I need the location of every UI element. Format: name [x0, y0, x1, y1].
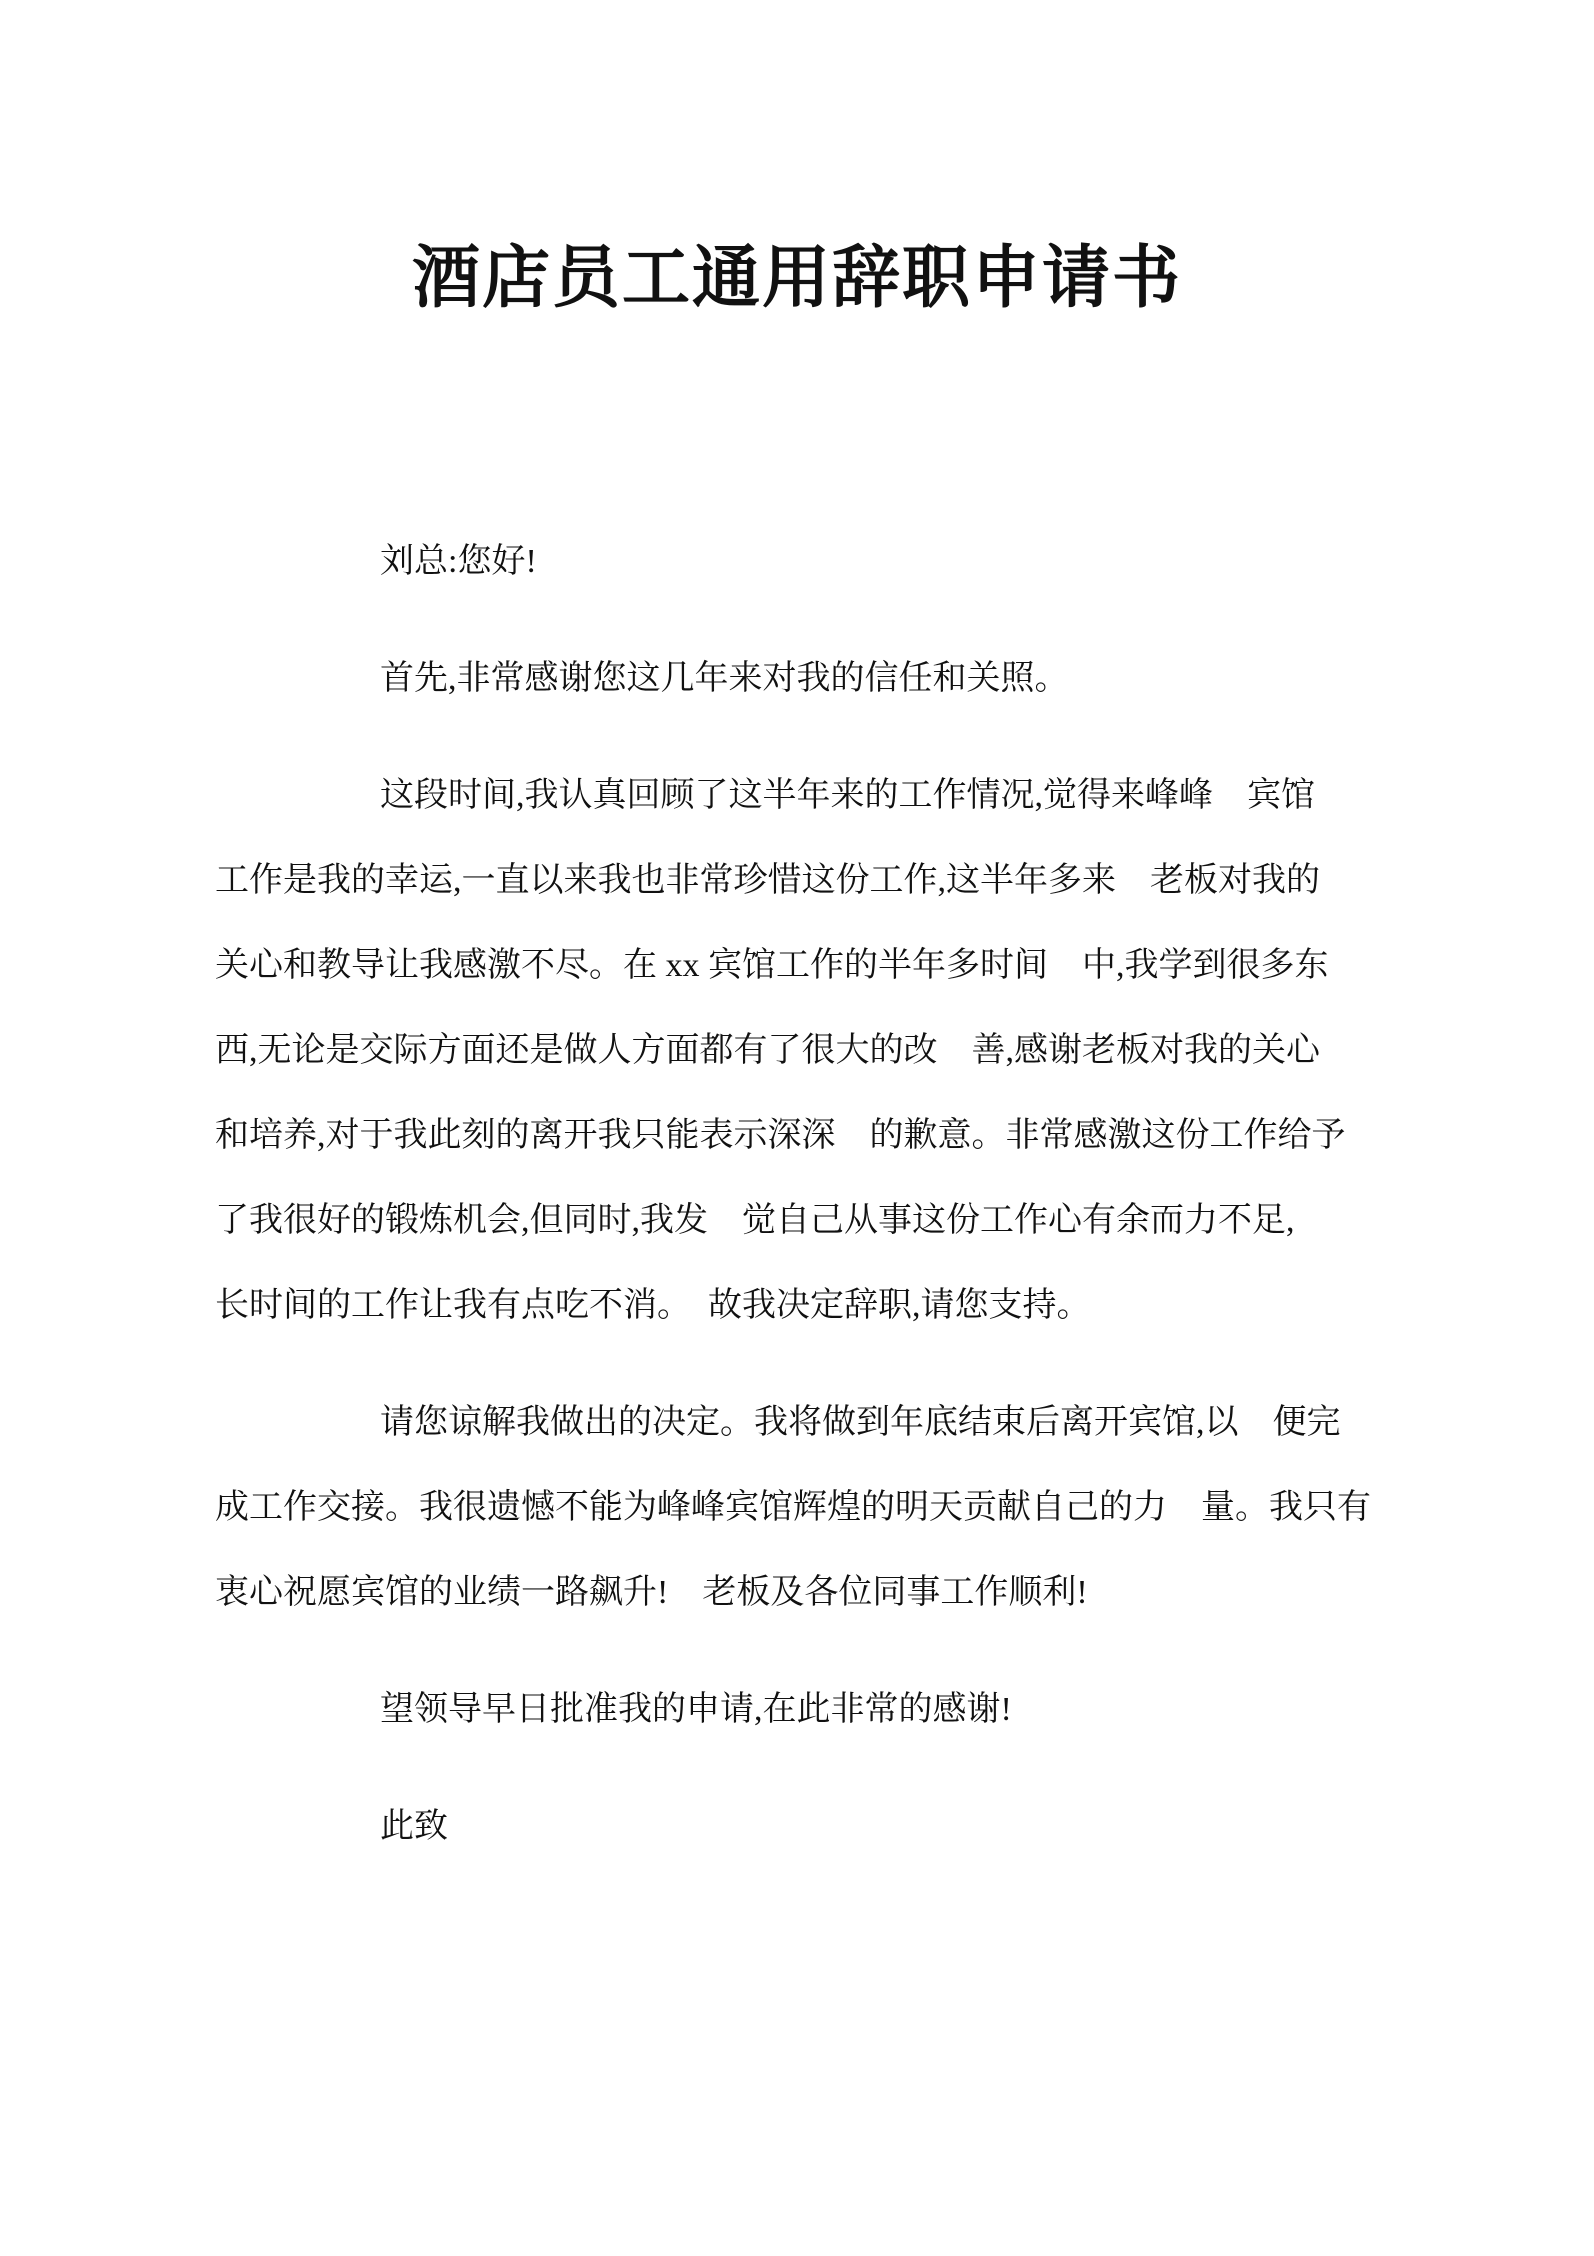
text-line: 此致: [380, 1808, 448, 1845]
text-line: 望领导早日批准我的申请,在此非常的感谢!: [380, 1691, 1012, 1728]
paragraph-closing: [215, 1784, 1394, 1869]
paragraph-reflection: [215, 753, 1394, 1348]
text-line: 和培养,对于我此刻的离开我只能表示深深 的歉意。非常感激这份工作给予: [215, 1117, 1346, 1154]
text-line: 请您谅解我做出的决定。我将做到年底结束后离开宾馆,以 便完: [380, 1404, 1341, 1441]
text-line: 衷心祝愿宾馆的业绩一路飙升! 老板及各位同事工作顺利!: [215, 1574, 1088, 1611]
text-line: 了我很好的锻炼机会,但同时,我发 觉自己从事这份工作心有余而力不足,: [215, 1202, 1295, 1239]
text-line: 西,无论是交际方面还是做人方面都有了很大的改 善,感谢老板对我的关心: [215, 1032, 1320, 1069]
text-line: 刘总:您好!: [380, 543, 537, 580]
paragraph-handover-wishes: [215, 1380, 1394, 1635]
paragraph-opening-thanks: [215, 636, 1394, 721]
document-title: 酒店员工通用辞职申请书: [411, 240, 1182, 316]
text-line: 关心和教导让我感激不尽。在 xx 宾馆工作的半年多时间 中,我学到很多东: [215, 947, 1329, 984]
paragraph-salutation: [215, 519, 1394, 604]
text-line: 首先,非常感谢您这几年来对我的信任和关照。: [380, 660, 1069, 697]
paragraph-approval-request: [215, 1667, 1394, 1752]
text-line: 长时间的工作让我有点吃不消。 故我决定辞职,请您支持。: [215, 1287, 1091, 1324]
text-line: 工作是我的幸运,一直以来我也非常珍惜这份工作,这半年多来 老板对我的: [215, 862, 1320, 899]
letter-body: [215, 519, 1394, 1869]
text-line: 这段时间,我认真回顾了这半年来的工作情况,觉得来峰峰 宾馆: [380, 777, 1315, 814]
text-line: 成工作交接。我很遗憾不能为峰峰宾馆辉煌的明天贡献自己的力 量。我只有: [215, 1489, 1371, 1526]
